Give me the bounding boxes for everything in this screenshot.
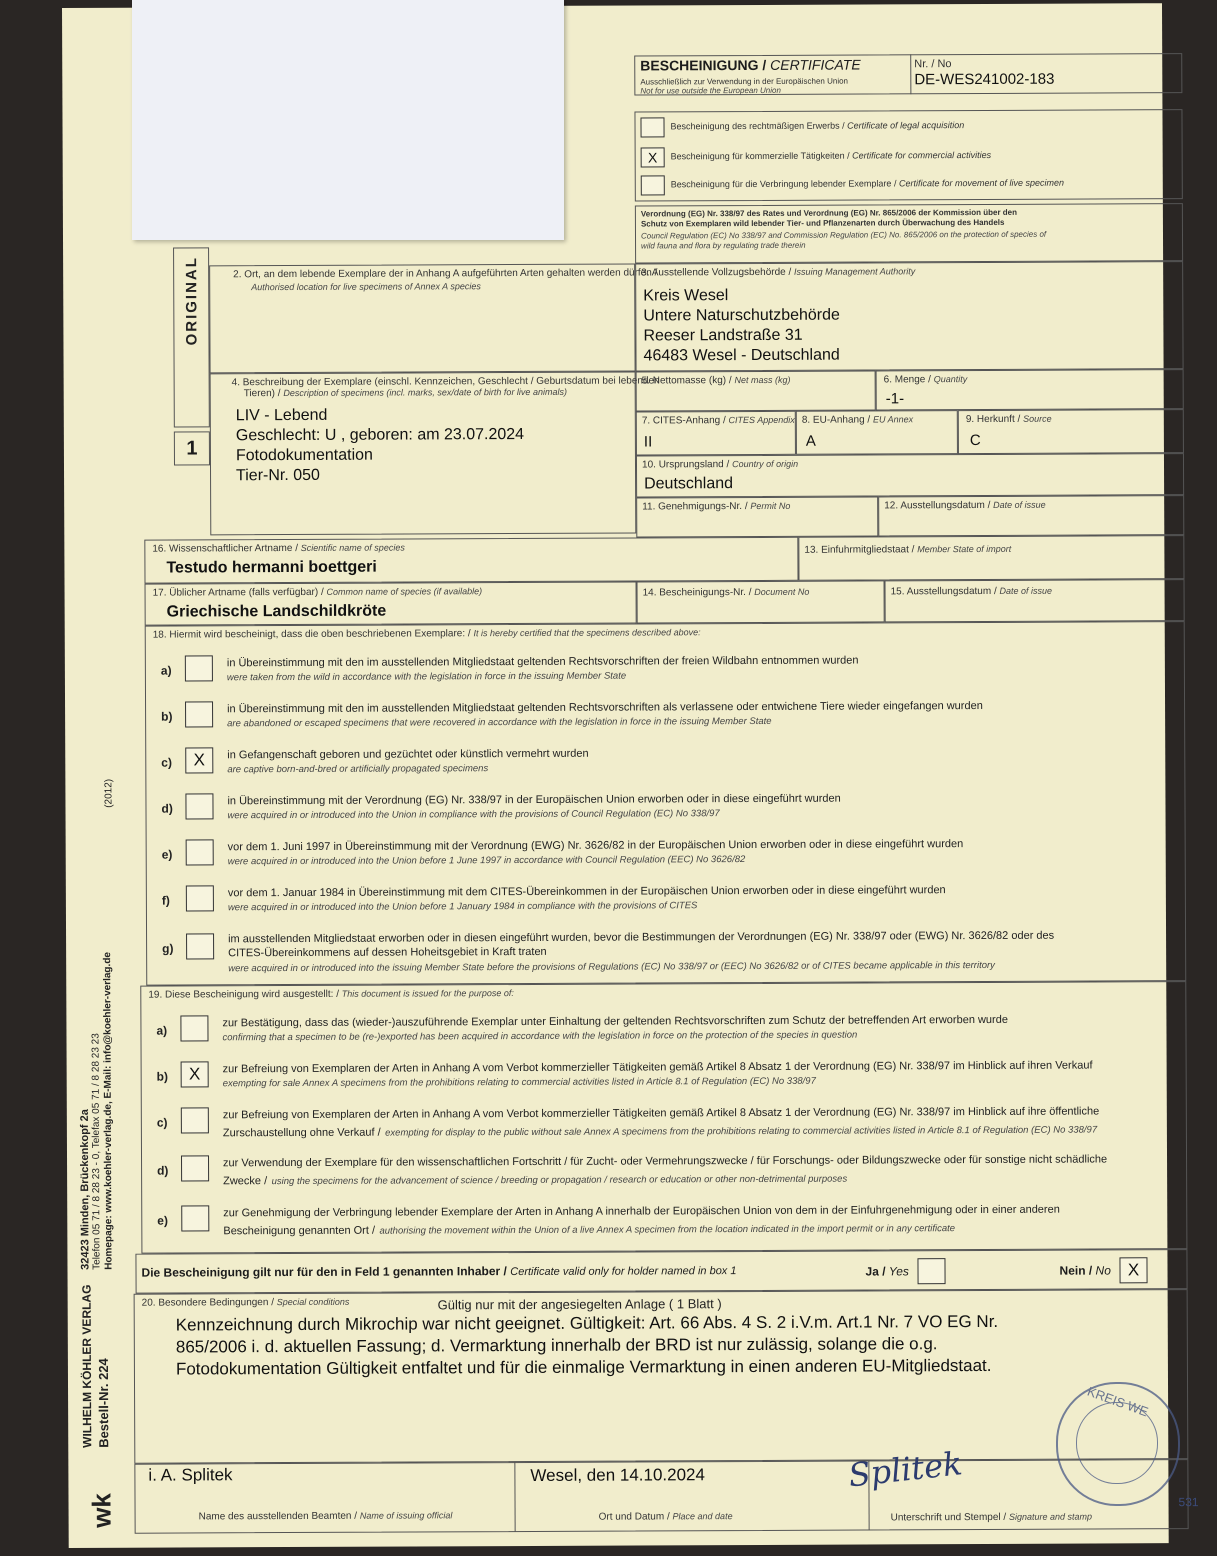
publisher-logo: wk <box>86 1493 117 1528</box>
box19-d-text: zur Verwendung der Exemplare für den wissenschaftlichen Fortschritt / für Zucht- oder Vermehrungszwecke / für Forschungs- oder Bildungszwecke oder für sonstige nicht schädliche <box>223 1153 1108 1170</box>
box19-b-letter: b) <box>156 1069 169 1084</box>
box19-d-text-2: Zwecke / using the specimens for the advancement of science / breeding or propagation / research or education or other non-detrimental purposes <box>223 1173 848 1188</box>
special-conditions-line-2: 865/2006 i. d. aktuellen Fassung; d. Vermarktung innerhalb der BRD ist nur zulässig, solange die o.g. <box>175 1334 938 1357</box>
box19-c-checkbox[interactable] <box>181 1107 209 1133</box>
special-conditions-annex: Gültig nur mit der angesiegelten Anlage ( 1 Blatt ) <box>437 1296 722 1313</box>
box18-d-text-en: were acquired in or introduced into the Union in compliance with the provisions of Council Regulation (EC) No 338/97 <box>227 808 720 822</box>
box-20-label: 20. Besondere Bedingungen / Special conditions <box>141 1296 350 1309</box>
quantity-value: -1- <box>885 390 905 408</box>
box18-c-letter: c) <box>161 755 172 770</box>
authority-line-3: Reeser Landstraße 31 <box>643 326 803 345</box>
box-8-label: 8. EU-Anhang / EU Annex <box>801 414 914 426</box>
description-line-1: LIV - Lebend <box>235 406 328 425</box>
box-2-label: 2. Ort, an dem lebende Exemplare der in Anhang A aufgeführten Arten gehalten werden dürfen / <box>233 267 658 281</box>
box-9-label: 9. Herkunft / Source <box>965 413 1052 426</box>
box-17-label: 17. Üblicher Artname (falls verfügbar) / Common name of species (if available) <box>152 586 483 599</box>
box-18-label: 18. Hiermit wird bescheinigt, dass die oben beschriebenen Exemplare: / It is hereby certified that the specimens described above: <box>152 627 701 641</box>
form-year: (2012) <box>103 778 115 808</box>
box-5-label: 5. Nettomasse (kg) / Net mass (kg) <box>641 374 791 387</box>
box-16-label: 16. Wissenschaftlicher Artname / Scientific name of species <box>152 542 405 555</box>
regulation-line-1: Verordnung (EG) Nr. 338/97 des Rates und Verordnung (EG) Nr. 865/2006 der Kommission über den <box>640 207 1018 219</box>
box19-c-text: zur Befreiung von Exemplaren der Arten in Anhang A vom Verbot kommerzieller Tätigkeiten gemäß Artikel 8 Absatz 1 der Verordnung (EG) Nr. 338/97 im Hinblick auf ihre öffentliche <box>222 1105 1100 1122</box>
certificate-number: DE-WES241002-183 <box>914 70 1055 89</box>
box18-c-text: in Gefangenschaft geboren und gezüchtet oder künstlich vermehrt wurden <box>227 747 589 762</box>
special-conditions-line-1: Kennzeichnung durch Mikrochip war nicht geeignet. Gültigkeit: Art. 66 Abs. 4 S. 2 i.V.m. Art.1 Nr. 7 VO EG Nr. <box>175 1311 999 1335</box>
regulation-line-3: Council Regulation (EC) No 338/97 and Commission Regulation (EC) No. 865/2006 on the protection of species of <box>640 229 1047 241</box>
box19-a-text: zur Bestätigung, dass das (wieder-)auszuführende Exemplar unter Einhaltung der geltenden Rechtsvorschriften zum Schutz der betreffenden Art erworben wurde <box>222 1013 1008 1030</box>
cert-type-movement-checkbox[interactable] <box>641 175 665 195</box>
scientific-name-value: Testudo hermanni boettgeri <box>166 558 377 577</box>
box18-g-text-2: CITES-Übereinkommens auf dessen Hoheitsgebiet in Kraft traten <box>228 945 547 960</box>
box18-f-text: vor dem 1. Januar 1984 in Übereinstimmung mit dem CITES-Übereinkommen in der Europäischen Union erworben oder in diese eingeführt wurden <box>227 884 946 900</box>
box18-g-letter: g) <box>162 941 174 956</box>
regulation-line-4: wild fauna and flora by regulating trade therein <box>641 240 806 251</box>
box18-g-text: im ausstellenden Mitgliedstaat erworben oder in diesen eingeführt wurden, bevor die Bestimmungen der Verordnungen (EG) Nr. 338/97 oder (EWG) Nr. 3626/82 oder des <box>228 929 1055 946</box>
box18-e-letter: e) <box>161 847 173 862</box>
box19-d-checkbox[interactable] <box>181 1155 209 1181</box>
cert-type-commercial-checkbox[interactable]: X <box>641 147 665 167</box>
box-13-label: 13. Einfuhrmitgliedstaat / Member State of import <box>804 543 1012 556</box>
box19-e-text-2: Bescheinigung genannten Ort / authorising the movement within the Union of a live Annex A specimen from the location indicated in the import permit or in any certificate <box>223 1223 956 1238</box>
publisher-phone: Telefon 05 71 / 8 28 23 - 0, Telefax 05 71 / 8 28 23 23 <box>90 1033 103 1270</box>
copy-number: 1 <box>174 431 210 465</box>
box-11-label: 11. Genehmigungs-Nr. / Permit No <box>642 500 791 513</box>
description-line-3: Fotodokumentation <box>235 446 373 465</box>
authority-line-1: Kreis Wesel <box>643 287 729 305</box>
validity-yes-checkbox[interactable] <box>917 1258 945 1284</box>
cert-type-movement-label: Bescheinigung für die Verbringung lebender Exemplare / Certificate for movement of live specimen <box>670 177 1065 190</box>
box18-a-text-en: were taken from the wild in accordance with the legislation in force in the issuing Member State <box>226 670 627 684</box>
cert-type-commercial-label: Bescheinigung für kommerzielle Tätigkeiten / Certificate for commercial activities <box>670 149 992 162</box>
box-2-label-en: Authorised location for live specimens of Annex A species <box>251 281 481 293</box>
certificate-title: BESCHEINIGUNG / CERTIFICATE <box>640 56 861 74</box>
source-value: C <box>969 431 981 450</box>
description-line-4: Tier-Nr. 050 <box>236 466 320 485</box>
stamp-number: 531 <box>1178 1495 1199 1510</box>
box18-e-text: vor dem 1. Juni 1997 in Übereinstimmung mit der Verordnung (EWG) Nr. 3626/82 in der Europäischen Union erworben oder in diese eingeführt wurden <box>227 838 964 854</box>
box18-a-text: in Übereinstimmung mit den im ausstellenden Mitgliedstaat geltenden Rechtsvorschriften der freien Wildbahn entnommen wurden <box>226 654 859 670</box>
regulation-line-2: Schutz von Exemplaren wild lebender Tier- und Pflanzenarten durch Überwachung des Handels <box>640 217 1005 229</box>
validity-yes-label: Ja / Yes <box>865 1264 909 1279</box>
box18-g-text-en: were acquired in or introduced into the issuing Member State before the provisions of Regulations (EC) No 338/97 or (EEC) No 3626/82 or of CITES became applicable in this territory <box>228 959 995 975</box>
box-6-label: 6. Menge / Quantity <box>883 374 968 386</box>
box18-d-checkbox[interactable] <box>185 793 213 819</box>
validity-text: Die Bescheinigung gilt nur für den in Feld 1 genannten Inhaber / Certificate valid only for holder named in box 1 <box>141 1264 737 1280</box>
box-12-label: 12. Ausstellungsdatum / Date of issue <box>884 499 1046 512</box>
validity-no-label: Nein / No <box>1059 1263 1111 1278</box>
box18-d-letter: d) <box>161 801 173 816</box>
cert-type-legal-checkbox[interactable] <box>640 117 664 137</box>
cites-appendix-value: II <box>643 433 653 451</box>
authority-line-2: Untere Naturschutzbehörde <box>643 306 840 325</box>
eu-annex-value: A <box>805 432 816 450</box>
validity-no-checkbox[interactable]: X <box>1119 1257 1147 1283</box>
box18-c-checkbox[interactable]: X <box>185 747 213 773</box>
sticky-note <box>132 0 564 240</box>
box18-b-text-en: are abandoned or escaped specimens that were recovered in accordance with the legislation in force in the issuing Member State <box>227 715 772 730</box>
box19-b-text: zur Befreiung von Exemplaren der Arten in Anhang A vom Verbot kommerzieller Tätigkeiten gemäß Artikel 8 Absatz 1 der Verordnung (EG) Nr. 338/97 im Hinblick auf ihren Verkauf <box>222 1059 1093 1076</box>
stamp-text: KREIS WE <box>1085 1383 1151 1420</box>
box18-e-text-en: were acquired in or introduced into the Union before 1 June 1997 in accordance with Council Regulation (EEC) No 3626/82 <box>227 854 746 868</box>
box-19-label: 19. Diese Bescheinigung wird ausgestellt: / This document is issued for the purpose of: <box>148 988 514 1001</box>
box19-a-letter: a) <box>156 1023 168 1038</box>
box19-a-text-en: confirming that a specimen to be (re-)exported has been acquired in accordance with the legislation in force on the protection of the species in question <box>222 1029 858 1044</box>
handwritten-signature: Splitek <box>846 1444 965 1495</box>
box18-f-letter: f) <box>161 893 170 908</box>
description-line-2: Geschlecht: U , geboren: am 23.07.2024 <box>235 425 525 445</box>
special-conditions-line-3: Fotodokumentation Gültigkeit entfaltet und für die einmalige Vermarktung in einen anderen EU-Mitgliedstaat. <box>175 1355 992 1379</box>
order-number: Bestell-Nr. 224 <box>95 1358 112 1448</box>
country-of-origin-value: Deutschland <box>644 475 734 493</box>
box18-g-checkbox[interactable] <box>186 933 214 959</box>
box-7-label: 7. CITES-Anhang / CITES Appendix <box>641 414 795 427</box>
box19-d-letter: d) <box>157 1163 169 1178</box>
box19-e-checkbox[interactable] <box>181 1205 209 1231</box>
box19-c-text-2: Zurschaustellung ohne Verkauf / exempting for display to the public without sale Annex A specimens from the prohibitions relating to commercial activities listed in Article 8.1 of Regulation (EC) No 338/97 <box>222 1124 1098 1140</box>
authority-line-4: 46483 Wesel - Deutschland <box>643 346 840 365</box>
certificate-number-label: Nr. / No <box>914 58 952 71</box>
box-13 <box>798 535 1184 581</box>
box-4-label: 4. Beschreibung der Exemplare (einschl. Kennzeichen, Geschlecht / Geburtsdatum bei lebenden <box>231 375 660 389</box>
box19-e-text: zur Genehmigung der Verbringung lebender Exemplare der Arten in Anhang A innerhalb der Europäischen Union von dem in der Einfuhrgenehmigung oder in einer anderen <box>223 1203 1060 1220</box>
box-15-label: 15. Ausstellungsdatum / Date of issue <box>890 585 1053 598</box>
box-3-label: 3. Ausstellende Vollzugsbehörde / Issuing Management Authority <box>641 266 916 279</box>
box18-b-checkbox[interactable] <box>185 701 213 727</box>
publisher-address: 32423 Minden, Brückenkopf 2a <box>78 1109 92 1270</box>
box18-a-checkbox[interactable] <box>185 655 213 681</box>
header-subtitle-de: Ausschließlich zur Verwendung in der Europäischen Union <box>640 76 849 87</box>
header-subtitle-en: Not for use outside the European Union <box>640 85 781 96</box>
issuing-official-label: Name des ausstellenden Beamten / Name of issuing official <box>198 1510 453 1523</box>
cert-type-legal-label: Bescheinigung des rechtmäßigen Erwerbs / Certificate of legal acquisition <box>670 120 965 132</box>
publisher-web: Homepage: www.koehler-verlag.de, E-Mail: info@koehler-verlag.de <box>102 951 115 1270</box>
box18-c-text-en: are captive born-and-bred or artificially propagated specimens <box>227 763 489 776</box>
common-name-value: Griechische Landschildkröte <box>166 602 387 621</box>
official-stamp <box>1056 1382 1180 1506</box>
box19-a-checkbox[interactable] <box>180 1015 208 1041</box>
box18-b-letter: b) <box>161 709 173 724</box>
place-date-label: Ort und Datum / Place and date <box>598 1511 733 1523</box>
box18-a-letter: a) <box>160 663 172 678</box>
original-label: ORIGINAL <box>183 256 201 346</box>
box-10-label: 10. Ursprungsland / Country of origin <box>641 458 799 471</box>
place-and-date: Wesel, den 14.10.2024 <box>530 1465 705 1485</box>
signature-stamp-label: Unterschrift und Stempel / Signature and stamp <box>890 1511 1093 1524</box>
box19-b-text-en: exempting for sale Annex A specimens from the prohibitions relating to commercial activities listed in Article 8.1 of Regulation (EC) No 338/97 <box>222 1075 816 1090</box>
box-4-label-2: Tieren) / Description of specimens (incl. marks, sex/date of birth for live animals) <box>243 386 567 400</box>
box18-f-text-en: were acquired in or introduced into the Union before 1 January 1984 in compliance with the provisions of CITES <box>227 900 698 914</box>
publisher-name: WILHELM KÖHLER VERLAG <box>79 1284 95 1448</box>
box19-b-checkbox[interactable]: X <box>181 1061 209 1087</box>
box18-d-text: in Übereinstimmung mit der Verordnung (EG) Nr. 338/97 in der Europäischen Union erworben oder in diese eingeführt wurden <box>227 792 841 808</box>
box18-e-checkbox[interactable] <box>186 839 214 865</box>
box-14-label: 14. Bescheinigungs-Nr. / Document No <box>642 586 810 599</box>
box19-c-letter: c) <box>156 1115 168 1130</box>
box18-f-checkbox[interactable] <box>186 885 214 911</box>
box18-b-text: in Übereinstimmung mit den im ausstellenden Mitgliedstaat geltenden Rechtsvorschriften als verlassene oder entwichene Tiere wieder eingefangen wurden <box>227 699 983 716</box>
issuing-official-name: i. A. Splitek <box>148 1465 233 1485</box>
box19-e-letter: e) <box>157 1213 168 1228</box>
